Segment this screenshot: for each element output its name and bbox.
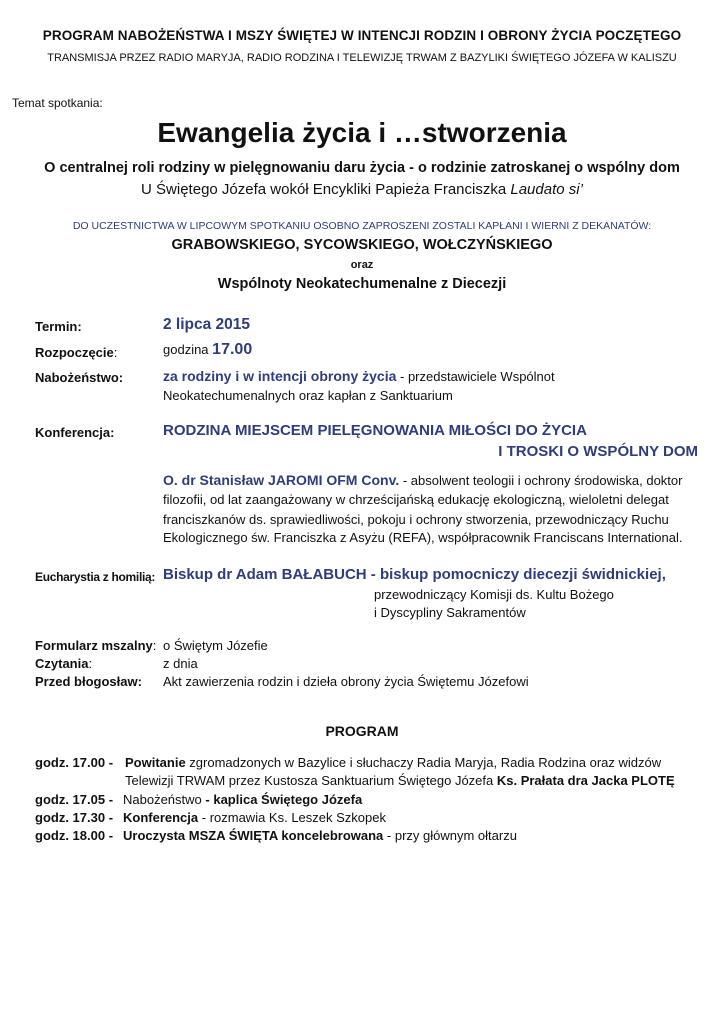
program-item-2-text: Nabożeństwo [123, 792, 202, 807]
start-value [163, 341, 252, 359]
readings-label-text: Czytania [35, 656, 89, 671]
program-item-3 [123, 810, 386, 825]
topic-encyclical-line [0, 181, 724, 198]
speaker-bio-line2: filozofii, od lat zaangażowany w chrześcijańską edukację ekologiczną, wieloletni delegat [163, 492, 669, 507]
encyclical-prefix: U Świętego Józefa wokół Encykliki Papieża Franciszka [141, 181, 507, 198]
readings-label [35, 656, 92, 671]
program-item-2 [123, 792, 362, 807]
bishop-role-line1: przewodniczący Komisji ds. Kultu Bożego [374, 587, 614, 602]
speaker-bio-line4: Ekologicznego św. Franciszka z Asyżu (REFA), współpracownik Franciscans International. [163, 530, 683, 545]
speaker-name: O. dr Stanisław JAROMI OFM Conv. [163, 472, 400, 488]
topic-subtitle: O centralnej roli rodziny w pielęgnowaniu daru życia - o rodzinie zatroskanej o wspólny dom [44, 160, 680, 176]
start-label-text: Rozpoczęcie [35, 345, 114, 360]
formulary-value: o Świętym Józefie [163, 638, 268, 653]
eucharist-label: Eucharystia z homilią: [35, 570, 156, 584]
program-item-1-cont-text: Telewizji TRWAM przez Kustosza Sanktuarium Świętego Józefa [125, 773, 494, 788]
formulary-label-colon: : [152, 638, 157, 653]
bishop-name: Biskup dr Adam BAŁABUCH - biskup pomocniczy diecezji świdnickiej, [163, 566, 666, 583]
program-item-1-bold: Powitanie [125, 755, 186, 770]
formulary-label-text: Formularz mszalny [35, 638, 153, 653]
program-time-3: godz. 17.30 - [35, 810, 114, 825]
program-item-4-bold: Uroczysta MSZA ŚWIĘTA koncelebrowana [123, 828, 384, 843]
termin-value: 2 lipca 2015 [163, 316, 251, 333]
before-blessing-value: Akt zawierzenia rodzin i dzieła obrony życia Świętemu Józefowi [163, 674, 529, 689]
termin-label: Termin: [35, 319, 82, 334]
invitation-line: DO UCZESTNICTWA W LIPCOWYM SPOTKANIU OSOBNO ZAPROSZENI ZOSTALI KAPŁANI I WIERNI Z DEKANATÓW: [72, 220, 652, 232]
conference-label: Konferencja: [35, 425, 115, 440]
start-label-colon: : [113, 345, 118, 360]
service-participants: - przedstawiciele Wspólnot [396, 369, 555, 384]
encyclical-title: Laudato si’ [510, 181, 583, 198]
service-line2: Neokatechumenalnych oraz kapłan z Sanktuarium [163, 388, 453, 403]
program-item-2-bold: - kaplica Świętego Józefa [201, 792, 363, 807]
program-item-1-text: zgromadzonych w Bazylice i słuchaczy Radia Maryja, Radia Rodzina oraz widzów [185, 755, 662, 770]
program-time-4: godz. 18.00 - [35, 828, 114, 843]
document-title: PROGRAM NABOŻEŃSTWA I MSZY ŚWIĘTEJ W INTENCJI RODZIN I OBRONY ŻYCIA POCZĘTEGO [42, 28, 682, 43]
readings-value: z dnia [163, 656, 198, 671]
topic-title: Ewangelia życia i …stworzenia [157, 117, 567, 148]
oraz-connector: oraz [350, 259, 374, 271]
program-item-3-bold: Konferencja [123, 810, 199, 825]
program-time-2: godz. 17.05 - [35, 792, 114, 807]
program-item-3-text: - rozmawia Ks. Leszek Szkopek [198, 810, 386, 825]
program-item-1 [125, 755, 661, 770]
conference-title-line2: I TROSKI O WSPÓLNY DOM [498, 443, 698, 460]
bishop-role-line2: i Dyscypliny Sakramentów [374, 605, 526, 620]
readings-label-colon: : [88, 656, 93, 671]
topic-label: Temat spotkania: [12, 96, 103, 110]
speaker-bio-start: - absolwent teologii i ochrony środowiska, doktor [399, 473, 683, 488]
start-prefix: godzina [163, 342, 209, 357]
start-time: 17.00 [212, 341, 253, 358]
conference-title-line1: RODZINA MIEJSCEM PIELĘGNOWANIA MIŁOŚCI DO ŻYCIA [163, 422, 587, 439]
service-intention: za rodziny i w intencji obrony życia [163, 368, 397, 384]
program-item-1-cont-bold: Ks. Prałata dra Jacka PLOTĘ [493, 773, 675, 788]
program-item-4-text: - przy głównym ołtarzu [383, 828, 517, 843]
service-line1 [163, 368, 555, 384]
community-name: Wspólnoty Neokatechumenalne z Diecezji [217, 276, 507, 292]
program-item-1-cont [125, 773, 675, 788]
speaker-bio-line3: franciszkanów ds. sprawiedliwości, pokoju i ochrony stworzenia, przewodniczący Ruchu [163, 512, 669, 527]
program-item-4 [123, 828, 517, 843]
deaneries: GRABOWSKIEGO, SYCOWSKIEGO, WOŁCZYŃSKIEGO [171, 237, 553, 253]
broadcast-subtitle: TRANSMISJA PRZEZ RADIO MARYJA, RADIO RODZINA I TELEWIZJĘ TRWAM Z BAZYLIKI ŚWIĘTEGO JÓZEFA W KALISZU [47, 52, 677, 64]
program-time-1: godz. 17.00 - [35, 755, 114, 770]
before-blessing-label: Przed błogosław: [35, 674, 142, 689]
start-label [35, 345, 117, 360]
speaker-line1 [163, 470, 682, 491]
service-label: Nabożeństwo: [35, 370, 124, 385]
formulary-label [35, 638, 156, 653]
program-heading: PROGRAM [325, 723, 399, 739]
